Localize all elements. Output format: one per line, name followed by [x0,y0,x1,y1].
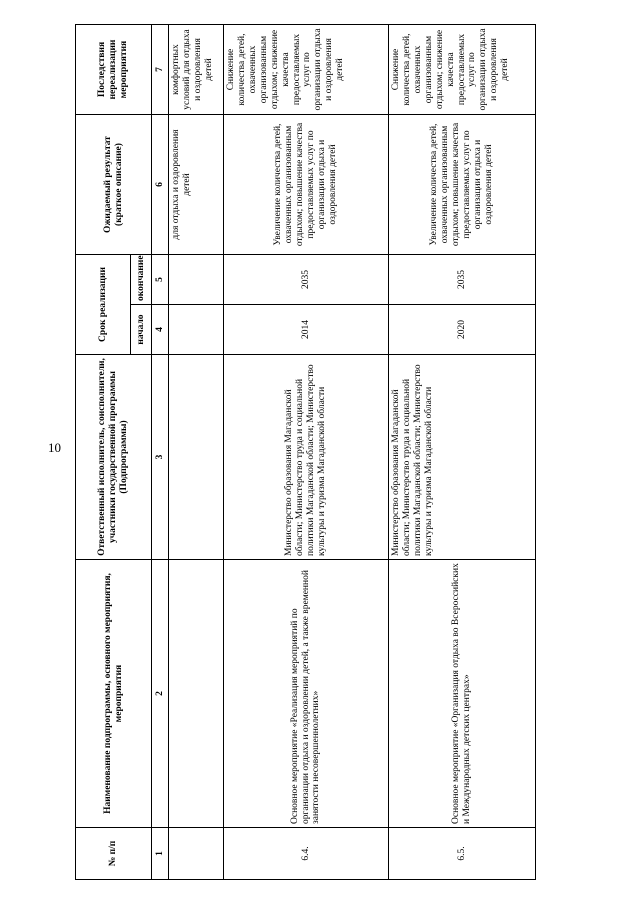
cell-consequences: комфортных условий для отдыха и оздоровления детей [169,25,224,115]
cell-end: 2035 [389,255,536,305]
col-number: 7 [152,25,169,115]
col-number: 3 [152,355,169,560]
cell-end: 2035 [224,255,389,305]
header-num: № п/п [76,828,152,880]
cell-name: Основное мероприятие «Организация отдыха во Всероссийских и Международных детских центрах» [389,560,536,828]
page-number: 10 [48,440,61,455]
cell-consequences: Снижение количества детей, охваченных организованным отдыхом; снижение качества предоставляемых услуг по организации отдыха и оздоровления детей [224,25,389,115]
header-result: Ожидаемый результат (краткое описание) [76,115,152,255]
col-number: 1 [152,828,169,880]
header-end: окончание [131,255,152,305]
cell-start: 2014 [224,305,389,355]
col-number: 6 [152,115,169,255]
cell-executor [169,355,224,560]
cell-result: Увеличение количества детей, охваченных организованным отдыхом; повышение качества предоставляемых услуг по организации отдыха и оздоровления детей [389,115,536,255]
col-number: 4 [152,305,169,355]
header-term: Срок реализации [76,255,131,355]
cell-end [169,255,224,305]
program-measures-table [75,24,536,880]
cell-num: 6.4. [224,828,389,880]
cell-consequences: Снижение количества детей, охваченных организованным отдыхом; снижение качества предоставляемых услуг по организации отдыха и оздоровления детей [389,25,536,115]
table-row [224,25,389,880]
table-row [389,25,536,880]
cell-start [169,305,224,355]
cell-start: 2020 [389,305,536,355]
cell-executor: Министерство образования Магаданской области; Министерство труда и социальной политики Магаданской области; Министерство культуры и туризма Магаданской области [224,355,389,560]
cell-name: Основное мероприятие «Реализация мероприятий по организации отдыха и оздоровлении детей, а также временной занятости несовершеннолетних» [224,560,389,828]
header-name: Наименование подпрограммы, основного мероприятия, мероприятия [76,560,152,828]
header-executor: Ответственный исполнитель, соисполнители, участники государственной программы (Подпрограммы) [76,355,152,560]
col-number: 5 [152,255,169,305]
header-consequences: Последствия нереализации мероприятия [76,25,152,115]
cell-executor: Министерство образования Магаданской области; Министерство труда и социальной политики Магаданской области; Министерство культуры и туризма Магаданской области [389,355,536,560]
cell-result: Увеличение количества детей, охваченных организованным отдыхом; повышение качества предоставляемых услуг по организации отдыха и оздоровления детей [224,115,389,255]
cell-name [169,560,224,828]
table-row [169,25,224,880]
cell-num: 6.5. [389,828,536,880]
rotated-table-wrapper [75,25,535,880]
col-number: 2 [152,560,169,828]
header-start: начало [131,305,152,355]
column-numbers-row [152,25,169,880]
cell-num [169,828,224,880]
cell-result: для отдыха и оздоровления детей [169,115,224,255]
